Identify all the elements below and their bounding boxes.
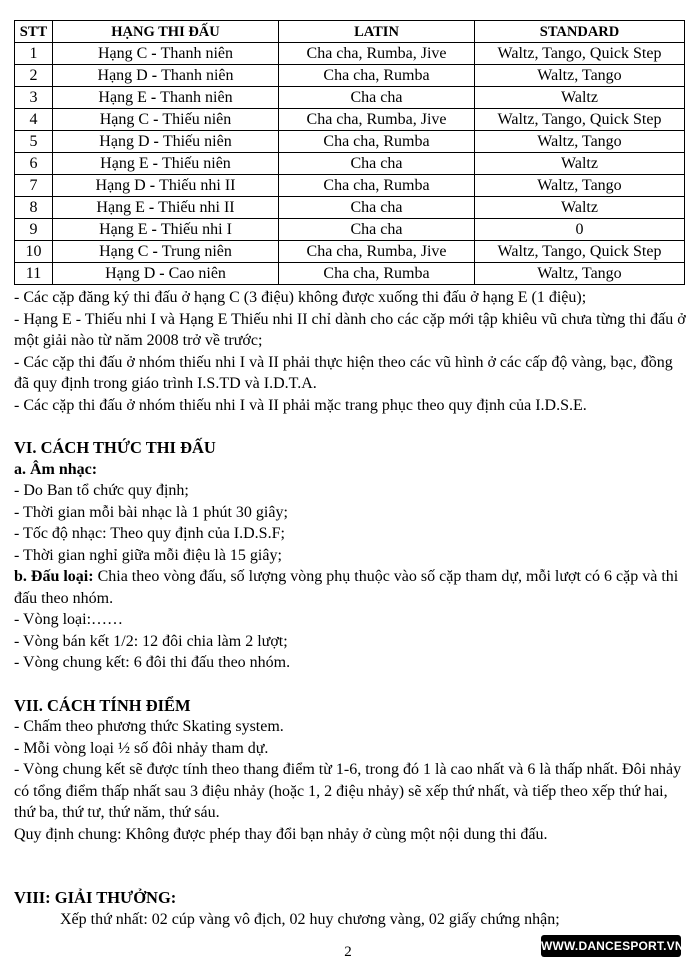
cell-rank: [53, 241, 279, 263]
table-header-row: [15, 21, 685, 43]
cell-rank: [53, 219, 279, 241]
cell-standard: Waltz, Tango, Quick Step: [475, 109, 685, 131]
note-2: - Hạng E - Thiếu nhi I và Hạng E Thiếu nhi II chỉ dành cho các cặp mới tập khiêu vũ chưa từng thi đấu ở một giải nào từ năm 2008 trở về trước;: [14, 310, 686, 349]
cell-rank: [53, 175, 279, 197]
table-row: [15, 219, 685, 241]
cell-latin: Cha cha: [279, 219, 475, 241]
rank-separator: -: [146, 88, 161, 106]
rank-separator: -: [145, 176, 160, 194]
cell-standard: Waltz, Tango, Quick Step: [475, 241, 685, 263]
cell-standard: Waltz, Tango: [475, 263, 685, 285]
rank-level: Hạng D: [105, 264, 156, 282]
section-8-title: VIII: GIẢI THƯỞNG:: [14, 888, 177, 907]
cell-latin: Cha cha: [279, 153, 475, 175]
cell-stt: 2: [15, 65, 53, 87]
cell-standard: 0: [475, 219, 685, 241]
general-rule: Quy định chung: Không được phép thay đổi bạn nhảy ở cùng một nội dung thi đấu.: [14, 825, 548, 843]
rank-age-group: Thiếu niên: [162, 132, 232, 150]
rank-level: Hạng C: [99, 242, 149, 260]
cell-rank: [53, 197, 279, 219]
section-scoring: [14, 695, 686, 846]
cell-stt: 10: [15, 241, 53, 263]
cell-standard: Waltz, Tango: [475, 131, 685, 153]
rank-age-group: Thiếu nhi II: [159, 176, 236, 194]
rank-separator: -: [155, 264, 169, 282]
rank-level: Hạng E: [98, 88, 147, 106]
cell-standard: Waltz, Tango: [475, 175, 685, 197]
rank-age-group: Thiếu niên: [161, 154, 231, 172]
rank-separator: -: [147, 66, 162, 84]
music-item-3: - Tốc độ nhạc: Theo quy định của I.D.S.F;: [14, 525, 285, 542]
table-row: [15, 197, 685, 219]
rank-separator: -: [149, 110, 163, 128]
cell-latin: Cha cha, Rumba: [279, 263, 475, 285]
rank-age-group: Cao niên: [168, 264, 226, 282]
cell-rank: [53, 153, 279, 175]
rank-age-group: Thiếu nhi II: [158, 198, 235, 216]
rank-level: Hạng D: [97, 66, 148, 84]
rank-separator: -: [149, 132, 163, 150]
header-stt: STT: [15, 21, 53, 43]
header-rank: HẠNG THI ĐẤU: [53, 21, 279, 43]
note-4: - Các cặp thi đấu ở nhóm thiếu nhi I và II phải mặc trang phục theo quy định của I.D.S.E.: [14, 396, 587, 414]
table-body: [15, 43, 685, 285]
section-7-title: VII. CÁCH TÍNH ĐIỂM: [14, 695, 191, 715]
cell-stt: 7: [15, 175, 53, 197]
rank-level: Hạng C: [99, 110, 150, 128]
cell-standard: Waltz: [475, 197, 685, 219]
rank-separator: -: [147, 44, 161, 62]
scoring-item-3: - Vòng chung kết sẽ được tính theo thang điểm từ 1-6, trong đó 1 là cao nhất và 6 là thấp nhất. Đôi nhảy có tổng điểm thấp nhất sau 3 điệu nhảy (hoặc 1, 2 điệu nhảy) sẽ xếp thứ nhất, và tiếp theo xếp thứ hai, thứ ba, thứ tư, thứ năm, thứ sáu.: [14, 761, 682, 821]
table-row: [15, 175, 685, 197]
note-3: - Các cặp thi đấu ở nhóm thiếu nhi I và II phải thực hiện theo các vũ hình ở các cấp độ vàng, bạc, đồng đã quy định trong giáo trình I.S.TD và I.D.T.A.: [14, 353, 673, 392]
cell-latin: Cha cha, Rumba: [279, 65, 475, 87]
round-item-1: - Vòng loại:……: [14, 611, 124, 628]
cell-standard: Waltz: [475, 87, 685, 109]
cell-stt: 1: [15, 43, 53, 65]
section-competition-format: [14, 437, 686, 674]
music-subheading: a. Âm nhạc:: [14, 460, 98, 478]
cell-latin: Cha cha, Rumba, Jive: [279, 109, 475, 131]
cell-stt: 5: [15, 131, 53, 153]
rank-level: Hạng E: [96, 198, 145, 216]
cell-latin: Cha cha: [279, 87, 475, 109]
rank-separator: -: [147, 220, 161, 238]
notes-block: [14, 287, 686, 416]
table-row: [15, 87, 685, 109]
table-row: [15, 65, 685, 87]
cell-rank: [53, 109, 279, 131]
table-row: [15, 263, 685, 285]
cell-stt: 11: [15, 263, 53, 285]
rank-age-group: Thiếu niên: [162, 110, 232, 128]
scoring-item-2: - Mỗi vòng loại ½ số đôi nhảy tham dự.: [14, 739, 269, 757]
header-latin: LATIN: [279, 21, 475, 43]
note-1: - Các cặp đăng ký thi đấu ở hạng C (3 điệu) không được xuống thi đấu ở hạng E (1 điệu);: [14, 289, 587, 306]
cell-rank: [53, 65, 279, 87]
cell-stt: 9: [15, 219, 53, 241]
cell-stt: 8: [15, 197, 53, 219]
round-item-3: - Vòng chung kết: 6 đôi thi đấu theo nhóm.: [14, 654, 291, 671]
rank-age-group: Thanh niên: [160, 44, 234, 62]
cell-rank: [53, 87, 279, 109]
cell-stt: 6: [15, 153, 53, 175]
elimination-subheading: b. Đấu loại:: [14, 568, 94, 585]
table-row: [15, 131, 685, 153]
rank-level: Hạng E: [100, 154, 149, 172]
cell-rank: [53, 43, 279, 65]
elimination-paragraph: [14, 566, 686, 609]
table-row: [15, 43, 685, 65]
scoring-item-1: - Chấm theo phương thức Skating system.: [14, 718, 284, 735]
round-item-2: - Vòng bán kết 1/2: 12 đôi chia làm 2 lượt;: [14, 632, 288, 650]
rank-separator: -: [148, 242, 162, 260]
elimination-text: Chia theo vòng đấu, số lượng vòng phụ thuộc vào số cặp tham dự, mỗi lượt có 6 cặp và thi đấu theo nhóm.: [14, 568, 679, 607]
document-page: [14, 20, 686, 930]
header-standard: STANDARD: [475, 21, 685, 43]
cell-latin: Cha cha, Rumba, Jive: [279, 43, 475, 65]
rank-separator: -: [148, 154, 162, 172]
cell-rank: [53, 263, 279, 285]
dancesport-watermark-link[interactable]: WWW.DANCESPORT.VN: [541, 935, 681, 957]
rank-level: Hạng E: [99, 220, 148, 238]
cell-latin: Cha cha, Rumba: [279, 175, 475, 197]
section-awards: [14, 887, 686, 930]
award-first-place: Xếp thứ nhất: 02 cúp vàng vô địch, 02 huy chương vàng, 02 giấy chứng nhận;: [60, 910, 560, 928]
cell-standard: Waltz: [475, 153, 685, 175]
categories-table: [14, 20, 685, 285]
rank-age-group: Thanh niên: [160, 88, 233, 106]
cell-standard: Waltz, Tango, Quick Step: [475, 43, 685, 65]
rank-age-group: Thanh niên: [161, 66, 234, 84]
rank-separator: -: [144, 198, 159, 216]
rank-level: Hạng D: [95, 176, 146, 194]
table-row: [15, 109, 685, 131]
cell-latin: Cha cha, Rumba, Jive: [279, 241, 475, 263]
cell-standard: Waltz, Tango: [475, 65, 685, 87]
rank-level: Hạng D: [99, 132, 150, 150]
cell-stt: 3: [15, 87, 53, 109]
cell-stt: 4: [15, 109, 53, 131]
cell-latin: Cha cha, Rumba: [279, 131, 475, 153]
table-row: [15, 153, 685, 175]
rank-level: Hạng C: [97, 44, 148, 62]
rank-age-group: Trung niên: [161, 242, 232, 260]
table-row: [15, 241, 685, 263]
music-item-1: - Do Ban tổ chức quy định;: [14, 482, 189, 499]
page-number: 2: [344, 944, 352, 960]
cell-latin: Cha cha: [279, 197, 475, 219]
music-item-4: - Thời gian nghỉ giữa mỗi điệu là 15 giây;: [14, 546, 282, 564]
music-item-2: - Thời gian mỗi bài nhạc là 1 phút 30 giây;: [14, 503, 288, 521]
section-6-title: VI. CÁCH THỨC THI ĐẤU: [14, 438, 216, 457]
rank-age-group: Thiếu nhi I: [160, 220, 232, 238]
cell-rank: [53, 131, 279, 153]
